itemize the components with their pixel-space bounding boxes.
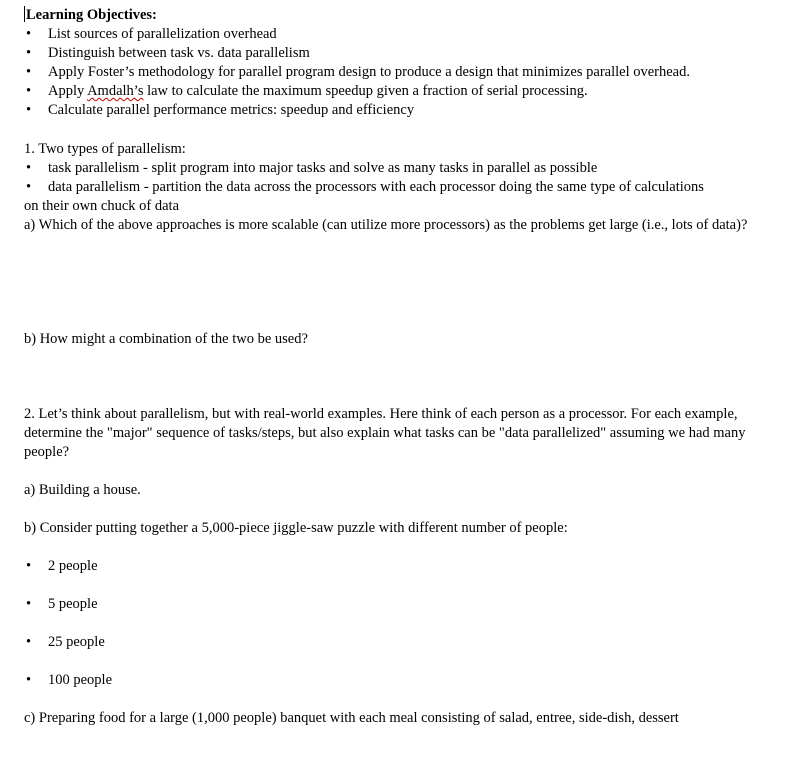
bullet-icon: •	[26, 634, 32, 650]
objective-item: • Distinguish between task vs. data parallelism	[26, 45, 310, 61]
q1-bullet-data: • data parallelism - partition the data across the processors with each processor doing the same type of calculations	[26, 179, 704, 195]
bullet-icon: •	[26, 102, 32, 118]
q1-bullet-task: • task parallelism - split program into major tasks and solve as many tasks in parallel as possible	[26, 160, 598, 176]
q2-part-b: b) Consider putting together a 5,000-piece jiggle-saw puzzle with different number of people:	[24, 520, 568, 536]
bullet-icon: •	[26, 26, 32, 42]
people-item: • 25 people	[26, 634, 105, 650]
people-item: • 2 people	[26, 558, 98, 574]
spelling-error-word[interactable]: Amdalh’s	[87, 83, 144, 99]
bullet-icon: •	[26, 45, 32, 61]
q1-part-a: a) Which of the above approaches is more scalable (can utilize more processors) as the problems get large (i.e., lots of data)?	[24, 217, 748, 233]
text-cursor	[24, 6, 25, 22]
q2-intro: 2. Let’s think about parallelism, but with real-world examples. Here think of each person as a processor. For each example, determine the "major" sequence of tasks/steps, but also explain what tasks can be "data parallelized" assuming we had many people?	[24, 406, 746, 460]
q2-part-c: c) Preparing food for a large (1,000 people) banquet with each meal consisting of salad, entree, side-dish, dessert	[24, 710, 679, 726]
people-item: • 5 people	[26, 596, 98, 612]
bullet-icon: •	[26, 672, 32, 688]
objective-item: • List sources of parallelization overhead	[26, 26, 277, 42]
q1-continuation: on their own chuck of data	[24, 198, 180, 214]
bullet-icon: •	[26, 160, 32, 176]
bullet-icon: •	[26, 64, 32, 80]
bullet-icon: •	[26, 596, 32, 612]
bullet-icon: •	[26, 179, 32, 195]
bullet-icon: •	[26, 83, 32, 99]
q2-part-a: a) Building a house.	[24, 482, 141, 498]
q1-intro: 1. Two types of parallelism:	[24, 141, 186, 157]
people-item: • 100 people	[26, 672, 113, 688]
learning-objectives-heading: Learning Objectives:	[26, 7, 157, 23]
bullet-icon: •	[26, 558, 32, 574]
q1-part-b: b) How might a combination of the two be used?	[24, 331, 308, 347]
objective-item-amdahl: • Apply Amdalh’s law to calculate the maximum speedup given a fraction of serial processing.	[26, 83, 588, 99]
objective-item: • Apply Foster’s methodology for parallel program design to produce a design that minimizes parallel overhead.	[26, 64, 690, 80]
objective-item: • Calculate parallel performance metrics: speedup and efficiency	[26, 102, 415, 118]
